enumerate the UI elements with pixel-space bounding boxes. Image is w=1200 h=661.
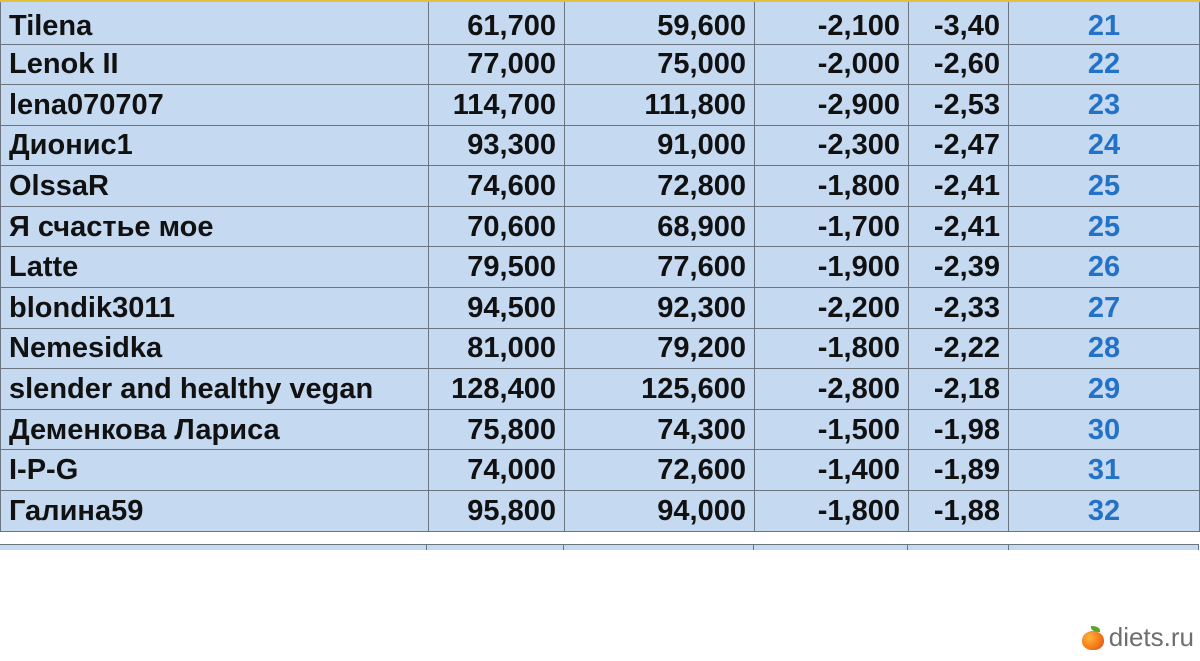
diets-logo xyxy=(1081,622,1194,653)
table-body xyxy=(1,1,1200,531)
difference-cell[interactable]: -1,900 xyxy=(755,247,909,288)
rank-cell[interactable]: 30 xyxy=(1009,409,1200,450)
percent-cell[interactable]: -2,53 xyxy=(909,85,1009,126)
rank-cell[interactable]: 25 xyxy=(1009,166,1200,207)
difference-cell[interactable]: -1,800 xyxy=(755,166,909,207)
rank-cell[interactable]: 29 xyxy=(1009,369,1200,410)
current-weight-cell[interactable]: 72,800 xyxy=(565,166,755,207)
percent-cell[interactable]: -2,47 xyxy=(909,125,1009,166)
start-weight-cell[interactable]: 79,500 xyxy=(429,247,565,288)
difference-cell[interactable]: -1,700 xyxy=(755,206,909,247)
table-row xyxy=(1,288,1200,329)
name-cell[interactable]: Nemesidka xyxy=(1,328,429,369)
current-weight-cell[interactable]: 92,300 xyxy=(565,288,755,329)
current-weight-cell[interactable]: 75,000 xyxy=(565,44,755,85)
rank-cell[interactable]: 26 xyxy=(1009,247,1200,288)
start-weight-cell[interactable]: 81,000 xyxy=(429,328,565,369)
table-row xyxy=(1,328,1200,369)
percent-cell[interactable]: -3,40 xyxy=(909,1,1009,44)
start-weight-cell[interactable]: 75,800 xyxy=(429,409,565,450)
difference-cell[interactable]: -1,800 xyxy=(755,328,909,369)
name-cell[interactable]: Latte xyxy=(1,247,429,288)
current-weight-cell[interactable]: 59,600 xyxy=(565,1,755,44)
start-weight-cell[interactable]: 74,000 xyxy=(429,450,565,491)
current-weight-cell[interactable]: 125,600 xyxy=(565,369,755,410)
percent-cell[interactable]: -2,33 xyxy=(909,288,1009,329)
difference-cell[interactable]: -2,200 xyxy=(755,288,909,329)
current-weight-cell[interactable]: 94,000 xyxy=(565,491,755,532)
start-weight-cell[interactable]: 70,600 xyxy=(429,206,565,247)
name-cell[interactable]: Дионис1 xyxy=(1,125,429,166)
start-weight-cell[interactable]: 95,800 xyxy=(429,491,565,532)
rank-cell[interactable]: 24 xyxy=(1009,125,1200,166)
name-cell[interactable]: slender and healthy vegan xyxy=(1,369,429,410)
rank-cell[interactable]: 32 xyxy=(1009,491,1200,532)
current-weight-cell[interactable]: 68,900 xyxy=(565,206,755,247)
rank-cell[interactable]: 28 xyxy=(1009,328,1200,369)
table-row xyxy=(1,369,1200,410)
name-cell[interactable]: blondik3011 xyxy=(1,288,429,329)
rank-cell[interactable]: 27 xyxy=(1009,288,1200,329)
percent-cell[interactable]: -2,39 xyxy=(909,247,1009,288)
name-cell[interactable]: Я счастье мое xyxy=(1,206,429,247)
percent-cell[interactable]: -1,98 xyxy=(909,409,1009,450)
percent-cell[interactable]: -2,22 xyxy=(909,328,1009,369)
next-row-stub xyxy=(0,544,1199,550)
difference-cell[interactable]: -1,800 xyxy=(755,491,909,532)
name-cell[interactable]: I-P-G xyxy=(1,450,429,491)
difference-cell[interactable]: -2,800 xyxy=(755,369,909,410)
table-row xyxy=(1,1,1200,44)
current-weight-cell[interactable]: 79,200 xyxy=(565,328,755,369)
apple-icon xyxy=(1081,626,1105,650)
difference-cell[interactable]: -1,400 xyxy=(755,450,909,491)
current-weight-cell[interactable]: 91,000 xyxy=(565,125,755,166)
current-weight-cell[interactable]: 111,800 xyxy=(565,85,755,126)
percent-cell[interactable]: -2,60 xyxy=(909,44,1009,85)
rank-cell[interactable]: 22 xyxy=(1009,44,1200,85)
logo-text: diets.ru xyxy=(1108,622,1194,652)
difference-cell[interactable]: -1,500 xyxy=(755,409,909,450)
difference-cell[interactable]: -2,300 xyxy=(755,125,909,166)
difference-cell[interactable]: -2,100 xyxy=(755,1,909,44)
start-weight-cell[interactable]: 94,500 xyxy=(429,288,565,329)
table-row xyxy=(1,166,1200,207)
start-weight-cell[interactable]: 61,700 xyxy=(429,1,565,44)
percent-cell[interactable]: -2,18 xyxy=(909,369,1009,410)
name-cell[interactable]: Tilena xyxy=(1,1,429,44)
start-weight-cell[interactable]: 128,400 xyxy=(429,369,565,410)
name-cell[interactable]: Lenok II xyxy=(1,44,429,85)
start-weight-cell[interactable]: 74,600 xyxy=(429,166,565,207)
start-weight-cell[interactable]: 114,700 xyxy=(429,85,565,126)
table-row xyxy=(1,247,1200,288)
difference-cell[interactable]: -2,900 xyxy=(755,85,909,126)
table-row xyxy=(1,409,1200,450)
rank-cell[interactable]: 31 xyxy=(1009,450,1200,491)
table-row xyxy=(1,85,1200,126)
table-row xyxy=(1,125,1200,166)
current-weight-cell[interactable]: 72,600 xyxy=(565,450,755,491)
name-cell[interactable]: Деменкова Лариса xyxy=(1,409,429,450)
percent-cell[interactable]: -2,41 xyxy=(909,166,1009,207)
name-cell[interactable]: OlssaR xyxy=(1,166,429,207)
table-row xyxy=(1,450,1200,491)
percent-cell[interactable]: -2,41 xyxy=(909,206,1009,247)
start-weight-cell[interactable]: 93,300 xyxy=(429,125,565,166)
table-row xyxy=(1,491,1200,532)
rank-cell[interactable]: 21 xyxy=(1009,1,1200,44)
table-row xyxy=(1,206,1200,247)
name-cell[interactable]: Галина59 xyxy=(1,491,429,532)
table-row xyxy=(1,44,1200,85)
percent-cell[interactable]: -1,88 xyxy=(909,491,1009,532)
rank-cell[interactable]: 25 xyxy=(1009,206,1200,247)
name-cell[interactable]: lena070707 xyxy=(1,85,429,126)
current-weight-cell[interactable]: 77,600 xyxy=(565,247,755,288)
start-weight-cell[interactable]: 77,000 xyxy=(429,44,565,85)
percent-cell[interactable]: -1,89 xyxy=(909,450,1009,491)
rank-cell[interactable]: 23 xyxy=(1009,85,1200,126)
current-weight-cell[interactable]: 74,300 xyxy=(565,409,755,450)
difference-cell[interactable]: -2,000 xyxy=(755,44,909,85)
